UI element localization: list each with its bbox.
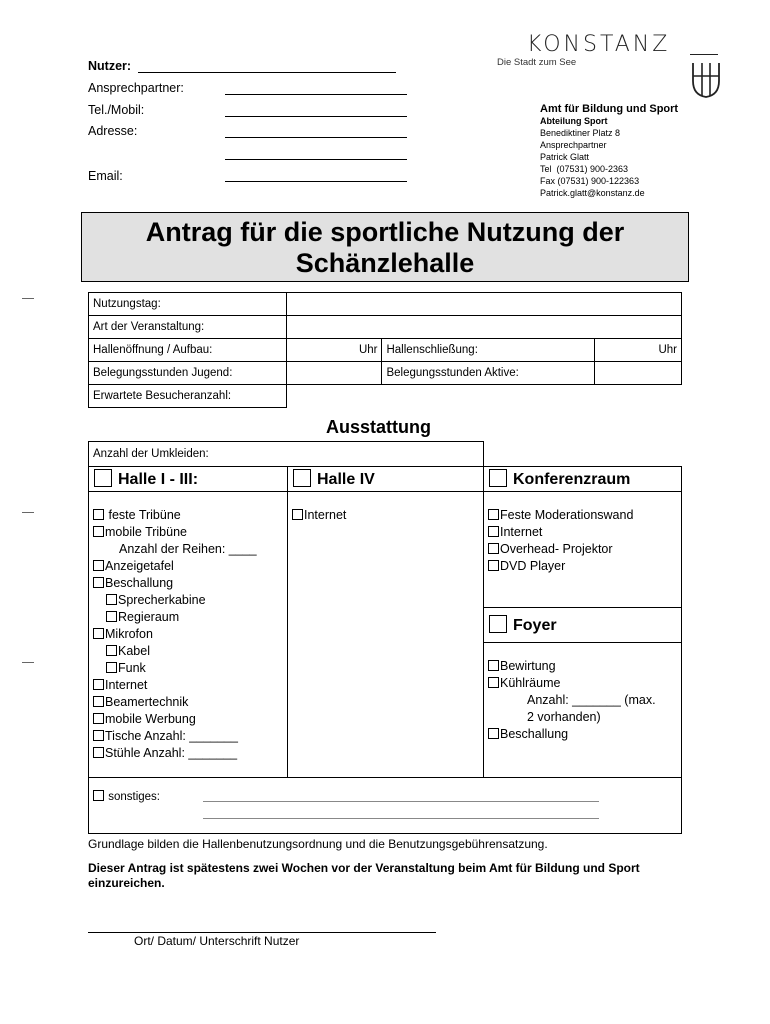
tel-label: Tel./Mobil: (88, 103, 145, 117)
checklist-item-label: mobile Werbung (105, 712, 196, 726)
logo-rule (690, 54, 718, 55)
hallenoeffnung-label: Hallenöffnung / Aufbau: (89, 339, 287, 362)
umkleiden-box[interactable] (88, 441, 484, 466)
title-line-2: Schänzlehalle (295, 248, 475, 278)
margin-mark (22, 662, 34, 663)
grid-divider (483, 466, 484, 778)
nutzer-label: Nutzer: (88, 59, 132, 73)
event-info-table (88, 292, 682, 408)
checkbox-icon (93, 713, 104, 724)
checklist-item (93, 541, 257, 558)
checklist-item-label: Anzahl der Reihen: ____ (119, 542, 257, 556)
checklist-item[interactable] (93, 575, 257, 592)
foyer-title: Foyer (513, 617, 557, 634)
signature-line[interactable] (88, 932, 436, 933)
checklist-item[interactable] (93, 694, 257, 711)
office-contact-label: Ansprechpartner (540, 140, 607, 150)
checkbox-icon (106, 611, 117, 622)
sonstiges-line-1[interactable] (203, 801, 599, 802)
grid-divider (88, 491, 682, 492)
checklist-item[interactable] (93, 592, 257, 609)
foyer-header[interactable] (489, 615, 557, 635)
belegung-aktive-label: Belegungsstunden Aktive: (382, 362, 595, 385)
checkbox-icon (489, 615, 507, 633)
checkbox-icon (93, 526, 104, 537)
grid-divider (483, 642, 682, 643)
checklist-item-label: Kühlräume (500, 676, 561, 690)
checkbox-icon (488, 526, 499, 537)
checklist-item (488, 692, 656, 709)
uhr-unit: Uhr (658, 344, 677, 356)
signature-label: Ort/ Datum/ Unterschrift Nutzer (134, 934, 300, 948)
checklist-item-label: Stühle Anzahl: _______ (105, 746, 238, 760)
office-contact-name: Patrick Glatt (540, 152, 590, 162)
umkleiden-label: Anzahl der Umkleiden: (93, 448, 209, 460)
checkbox-icon (293, 469, 311, 487)
checklist-item[interactable] (488, 675, 656, 692)
belegung-jugend-input[interactable] (286, 362, 382, 385)
nutzer-field[interactable] (138, 72, 396, 73)
adresse-field-2[interactable] (225, 159, 407, 160)
checklist-item[interactable] (93, 677, 257, 694)
sonstiges-box (88, 778, 682, 834)
checklist-item[interactable] (93, 507, 257, 524)
checklist-item-label: Beschallung (105, 576, 174, 590)
art-label: Art der Veranstaltung: (89, 316, 287, 339)
office-email: Patrick.glatt@konstanz.de (540, 188, 645, 198)
ausstattung-heading: Ausstattung (326, 417, 431, 437)
checkbox-icon (93, 790, 104, 801)
checklist-item[interactable] (93, 524, 257, 541)
ansprechpartner-field[interactable] (225, 94, 407, 95)
checklist-item-label: Tische Anzahl: _______ (105, 729, 238, 743)
checklist-item-label: Beamertechnik (105, 695, 189, 709)
checklist-item-label: Kabel (118, 644, 150, 658)
checklist-item-label: Sprecherkabine (118, 593, 206, 607)
halle4-list (292, 507, 346, 524)
checkbox-icon (488, 677, 499, 688)
checklist-item[interactable] (488, 558, 633, 575)
checklist-item-label: Internet (304, 508, 347, 522)
grid-divider (287, 466, 288, 778)
checkbox-icon (488, 560, 499, 571)
checkbox-icon (93, 696, 104, 707)
art-input[interactable] (286, 316, 681, 339)
checkbox-icon (488, 543, 499, 554)
checklist-item[interactable] (488, 541, 633, 558)
checkbox-icon (94, 469, 112, 487)
checklist-item[interactable] (93, 558, 257, 575)
checklist-item[interactable] (93, 711, 257, 728)
belegung-aktive-input[interactable] (595, 362, 682, 385)
halle1-title: Halle I - III: (118, 471, 199, 488)
halle4-title: Halle IV (317, 471, 375, 488)
checkbox-icon (93, 679, 104, 690)
checklist-item[interactable] (93, 626, 257, 643)
nutzungstag-input[interactable] (286, 293, 681, 316)
hallenschliessung-input[interactable] (595, 339, 682, 362)
checklist-item[interactable] (93, 745, 257, 762)
checklist-item-label: Funk (118, 661, 146, 675)
checklist-item-label: Regieraum (118, 610, 180, 624)
checklist-item-label: Mikrofon (105, 627, 153, 641)
checkbox-icon (488, 509, 499, 520)
checklist-item-label: 2 vorhanden) (527, 710, 601, 724)
ansprechpartner-label: Ansprechpartner: (88, 81, 184, 95)
checklist-item-label: Anzahl: _______ (max. (527, 693, 656, 707)
checklist-item-label: Internet (105, 678, 148, 692)
checklist-item[interactable] (488, 507, 633, 524)
adresse-label: Adresse: (88, 124, 138, 138)
checklist-item[interactable] (93, 660, 257, 677)
checkbox-icon (106, 645, 117, 656)
checkbox-icon (93, 577, 104, 588)
konferenz-header[interactable] (489, 469, 630, 489)
foyer-list (488, 658, 656, 743)
hallenschliessung-label: Hallenschließung: (382, 339, 595, 362)
deadline-text: Dieser Antrag ist spätestens zwei Wochen vor der Veranstaltung beim Amt für Bildung und Sport einzureichen. (88, 861, 640, 890)
office-name: Amt für Bildung und Sport (540, 103, 679, 115)
konstanz-logo-wordmark: KONSTANZ (527, 32, 671, 57)
checklist-item-label: Feste Moderationswand (500, 508, 634, 522)
sonstiges-option[interactable] (93, 789, 160, 806)
adresse-field-1[interactable] (225, 137, 407, 138)
halle1-header[interactable] (94, 469, 198, 489)
office-fax: Fax (07531) 900-122363 (540, 176, 640, 186)
checklist-item-label: DVD Player (500, 559, 566, 573)
logo-tagline: Die Stadt zum See (497, 57, 577, 68)
checklist-item-label: Anzeigetafel (105, 559, 174, 573)
konferenz-list (488, 507, 633, 575)
title-line-1: Antrag für die sportliche Nutzung der (145, 217, 625, 247)
checklist-item[interactable] (93, 643, 257, 660)
checklist-item-label: Internet (500, 525, 543, 539)
checklist-item-label: Overhead- Projektor (500, 542, 613, 556)
office-street: Benediktiner Platz 8 (540, 128, 621, 138)
checklist-item[interactable] (488, 658, 656, 675)
email-field[interactable] (225, 181, 407, 182)
checkbox-icon (93, 628, 104, 639)
checklist-item-label: feste Tribüne (105, 508, 181, 522)
checklist-item[interactable] (93, 728, 257, 745)
checkbox-icon (488, 660, 499, 671)
konstanz-crest-icon (690, 61, 722, 99)
sonstiges-label: sonstiges: (108, 791, 160, 803)
tel-field[interactable] (225, 116, 407, 117)
checklist-item (488, 709, 656, 726)
checkbox-icon (93, 509, 104, 520)
office-tel: Tel (07531) 900-2363 (540, 164, 629, 174)
margin-mark (22, 512, 34, 513)
checkbox-icon (489, 469, 507, 487)
grundlage-text: Grundlage bilden die Hallenbenutzungsordnung und die Benutzungsgebührensatzung. (88, 837, 548, 851)
margin-mark (22, 298, 34, 299)
checkbox-icon (292, 509, 303, 520)
nutzungstag-label: Nutzungstag: (89, 293, 287, 316)
checklist-item[interactable] (488, 726, 656, 743)
besucher-input[interactable] (286, 385, 681, 408)
checkbox-icon (93, 747, 104, 758)
halle1-list (93, 507, 257, 762)
office-department: Abteilung Sport (540, 116, 608, 126)
checkbox-icon (93, 560, 104, 571)
checkbox-icon (93, 730, 104, 741)
checklist-item[interactable] (488, 524, 633, 541)
besucher-label: Erwartete Besucheranzahl: (89, 385, 287, 408)
checkbox-icon (106, 662, 117, 673)
checklist-item[interactable] (292, 507, 346, 524)
checklist-item-label: mobile Tribüne (105, 525, 187, 539)
uhr-unit: Uhr (358, 344, 378, 356)
konferenz-title: Konferenzraum (513, 471, 631, 488)
checkbox-icon (488, 728, 499, 739)
grid-divider (483, 607, 682, 608)
title-box (81, 212, 689, 282)
checklist-item-label: Bewirtung (500, 659, 556, 673)
sonstiges-line-2[interactable] (203, 818, 599, 819)
halle4-header[interactable] (293, 469, 375, 489)
belegung-jugend-label: Belegungsstunden Jugend: (89, 362, 287, 385)
checklist-item-label: Beschallung (500, 727, 569, 741)
email-label: Email: (88, 169, 123, 183)
checklist-item[interactable] (93, 609, 257, 626)
hallenoeffnung-input[interactable] (286, 339, 382, 362)
checkbox-icon (106, 594, 117, 605)
